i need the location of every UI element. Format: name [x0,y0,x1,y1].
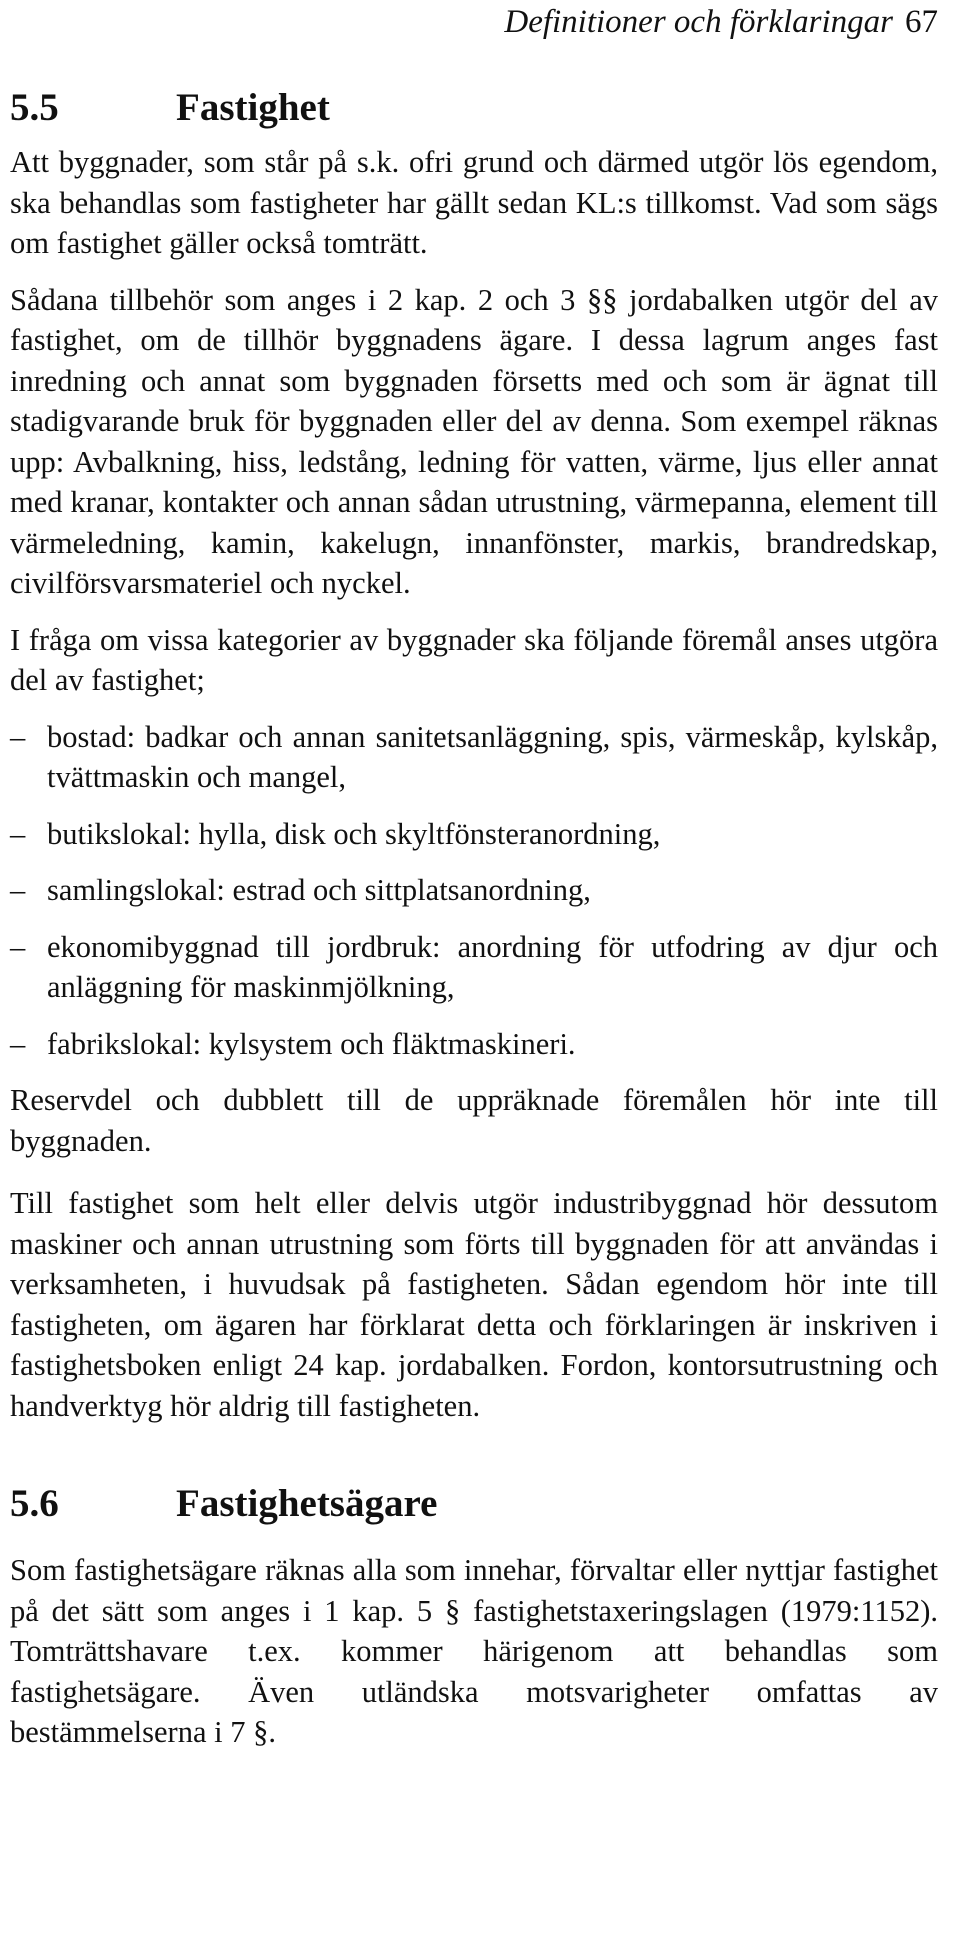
dash-marker: – [10,719,26,754]
running-header [504,2,938,42]
page-number: 67 [905,4,938,40]
bullet-list [10,717,938,1065]
section-heading-5-6 [10,1480,938,1528]
section-number: 5.5 [10,86,59,129]
list-item [10,1024,938,1065]
paragraph: Sådana tillbehör som anges i 2 kap. 2 och 3 §§ jordabalken utgör del av fastighet, om de tillhör byggnadens ägare. I dessa lagrum anges fast inredning och annat som byggnaden försetts med och som är ägnat till stadigvarande bruk för byggnaden eller del av denna. Som exempel räknas upp: Avbalkning, hiss, ledstång, ledning för vatten, värme, ljus eller annat med kranar, kontakter och annan sådan utrustning, värmepanna, element till värmeledning, kamin, kakelugn, innanfönster, markis, brandredskap, civilförsvarsmateriel och nyckel. [10,282,938,600]
section-title: Fastighet [176,86,330,129]
list-item [10,717,938,798]
list-item-text: samlingslokal: estrad och sittplatsanordning, [47,873,591,907]
paragraph: Till fastighet som helt eller delvis utgör industribyggnad hör dessutom maskiner och annan utrustning som förts till byggnaden för att användas i verksamheten, i huvudsak på fastigheten. Sådan egendom hör inte till fastigheten, om ägaren har förklarat detta och förklaringen är inskriven i fastighetsboken enligt 24 kap. jordabalken. Fordon, kontorsutrustning och handverktyg hör aldrig till fastigheten. [10,1186,938,1423]
list-item [10,927,938,1008]
paragraph: Att byggnader, som står på s.k. ofri grund och därmed utgör lös egendom, ska behandlas som fastigheter har gällt sedan KL:s tillkomst. Vad som sägs om fastighet gäller också tomträtt. [10,145,938,260]
section-heading-5-5 [10,84,938,132]
dash-marker: – [10,816,26,851]
paragraph: Som fastighetsägare räknas alla som innehar, förvaltar eller nyttjar fastighet på det sätt som anges i 1 kap. 5 § fastighetstaxeringslagen (1979:1152). Tomträttshavare t.ex. kommer härigenom att behandlas som fastighetsägare. Även utländska motsvarigheter omfattas av bestämmelserna i 7 §. [10,1553,938,1749]
section-title: Fastighetsägare [176,1482,438,1525]
list-item-text: bostad: badkar och annan sanitetsanläggning, spis, värmeskåp, kylskåp, tvättmaskin och mangel, [47,719,938,794]
dash-marker: – [10,1026,26,1061]
running-title: Definitioner och förklaringar [504,4,893,40]
paragraph: I fråga om vissa kategorier av byggnader ska följande föremål anses utgöra del av fastighet; [10,622,938,697]
list-item-text: ekonomibyggnad till jordbruk: anordning för utfodring av djur och anläggning för maskinmjölkning, [47,929,938,1004]
dash-marker: – [10,929,26,964]
dash-marker: – [10,873,26,907]
list-item [10,814,938,855]
list-item-text: fabrikslokal: kylsystem och fläktmaskineri. [47,1026,576,1061]
list-item [10,870,938,911]
paragraph: Reservdel och dubblett till de uppräknade föremålen hör inte till byggnaden. [10,1083,938,1158]
section-number: 5.6 [10,1482,59,1525]
page-content [10,84,938,1753]
list-item-text: butikslokal: hylla, disk och skyltfönsteranordning, [47,816,661,851]
